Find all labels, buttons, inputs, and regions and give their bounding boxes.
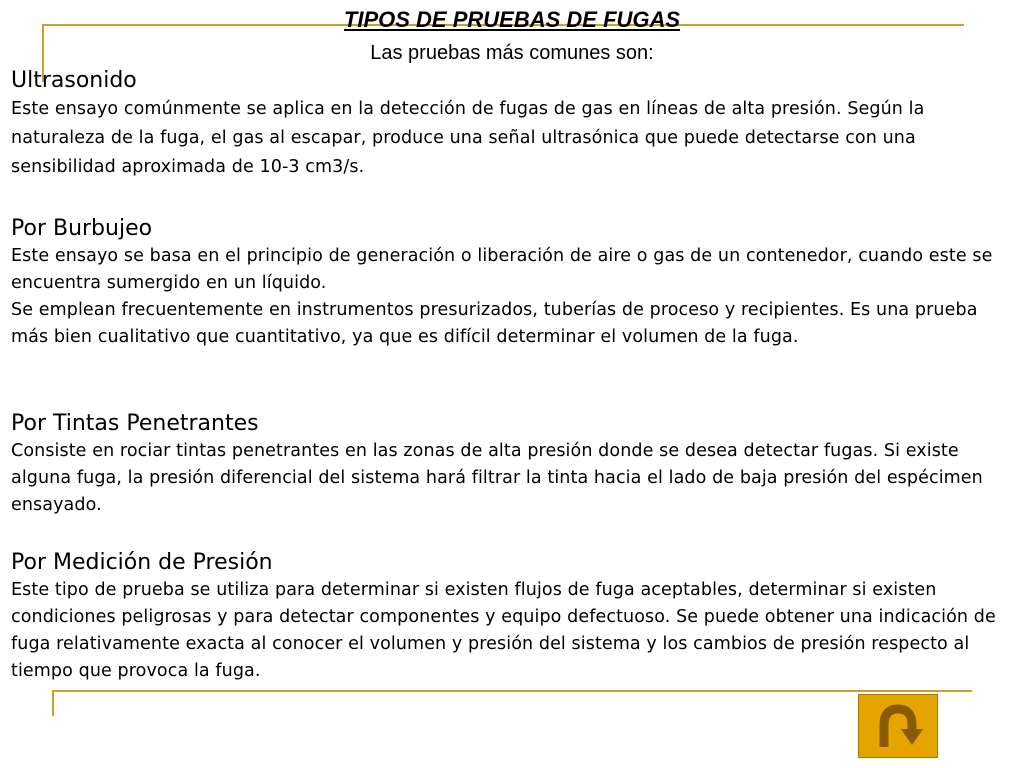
section-paragraph: Consiste en rociar tintas penetrantes en las zonas de alta presión donde se desea detectar fugas. Si existe alguna fuga, la presión diferencial del sistema hará filtrar la tinta hacia el lado de baja presión del espécimen ensayado. — [11, 441, 983, 515]
section-ultrasonido — [11, 67, 1016, 182]
slide-subtitle: Las pruebas más comunes son: — [370, 42, 654, 64]
section-tintas-penetrantes — [11, 410, 1016, 519]
section-paragraph: Se emplean frecuentemente en instrumentos presurizados, tuberías de proceso y recipientes. Es una prueba más bien cualitativo que cuantitativo, ya que es difícil determinar el volumen de la fuga. — [11, 300, 978, 347]
section-heading: Por Medición de Presión — [11, 550, 273, 575]
section-burbujeo — [11, 215, 1016, 351]
section-paragraph: Este ensayo se basa en el principio de generación o liberación de aire o gas de un contenedor, cuando este se encuentra sumergido en un líquido. — [11, 246, 993, 293]
return-button[interactable] — [858, 694, 938, 758]
slide-title: TIPOS DE PRUEBAS DE FUGAS — [343, 7, 681, 32]
decorative-rule-bottom-left — [52, 690, 54, 716]
decorative-rule-bottom — [52, 690, 972, 692]
section-heading: Por Tintas Penetrantes — [11, 411, 259, 436]
u-turn-arrow-icon — [872, 701, 924, 751]
section-paragraph: Este tipo de prueba se utiliza para determinar si existen flujos de fuga aceptables, determinar si existen condiciones peligrosas y para detectar componentes y equipo defectuoso. Se puede obtener una indicación de fuga relativamente exacta al conocer el volumen y presión del sistema y los cambios de presión respecto al tiempo que provoca la fuga. — [11, 580, 996, 681]
section-paragraph: Este ensayo comúnmente se aplica en la detección de fugas de gas en líneas de alta presión. Según la naturaleza de la fuga, el gas al escapar, produce una señal ultrasónica que puede detectarse con una sensibilidad aproximada de 10-3 cm3/s. — [11, 99, 925, 177]
section-heading: Por Burbujeo — [11, 216, 153, 241]
section-medicion-presion — [11, 549, 1016, 685]
section-heading: Ultrasonido — [11, 68, 137, 93]
